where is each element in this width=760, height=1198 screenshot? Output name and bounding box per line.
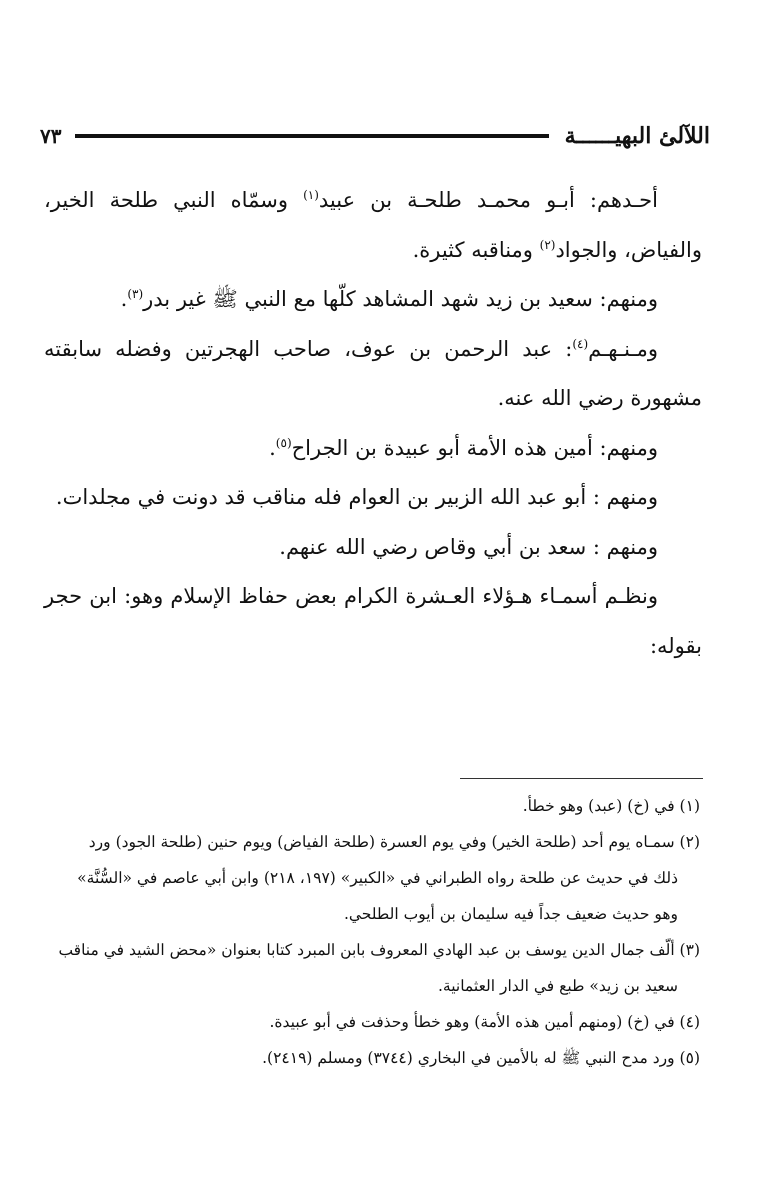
running-title: اللآلئ البهيــــــة [564, 123, 710, 149]
footnote-ref-3: (٣) [127, 287, 144, 301]
main-text [44, 176, 702, 671]
footnote-4: (٤) في (خ) (ومنهم أمين هذه الأمة) وهو خطأ وحذفت في أبو عبيدة. [269, 1013, 700, 1031]
paragraph-abu-ubaida: ومنهم: أمين هذه الأمة أبو عبيدة بن الجراح$^{(٥)}$. [269, 435, 658, 460]
paragraph-poem-intro: ونظـم أسمـاء هـؤلاء العـشرة الكرام بعض حفاظ الإسلام وهو: ابن حجر بقوله: [44, 584, 702, 658]
footnote-1: (١) في (خ) (عبد) وهو خطأ. [522, 797, 700, 815]
footnote-2-cont: ذلك في حديث عن طلحة رواه الطبراني في «الكبير» (١٩٧، ٢١٨) وابن أبي عاصم في «السُّنَّة» [77, 869, 678, 887]
footnote-ref-4: (٤) [572, 336, 589, 351]
footnote-ref-5: (٥) [275, 435, 292, 450]
footnote-3: (٣) ألّف جمال الدين يوسف بن عبد الهادي المعروف بابن المبرد كتابا بعنوان «محض الشيد في مناقب [58, 941, 700, 959]
footnote-3-cont: سعيد بن زيد» طبع في الدار العثمانية. [437, 977, 678, 995]
footnote-ref-2: (٢) [539, 237, 556, 252]
header-rule [75, 134, 548, 138]
page-header [40, 118, 710, 154]
footnote-5: (٥) ورد مدح النبي ﷺ له بالأمين في البخاري (٣٧٤٤) ومسلم (٢٤١٩). [262, 1049, 700, 1067]
footnotes [48, 788, 700, 1076]
footnote-rule [460, 778, 703, 779]
paragraph-talha: أحـدهم: أبـو محمـد طلحـة بن عبيد$^{(١)}$ وسمّاه النبي طلحة الخير، والفياض، والجواد$^{(٢)}$ ومناقبه كثيرة. [44, 188, 702, 262]
paragraph-saad: ومنهم : سعد بن أبي وقاص رضي الله عنهم. [279, 534, 658, 559]
paragraph-said: ومنهم: سعيد بن زيد شهد المشاهد كلّها مع النبي ﷺ غير بدر$^{(٣)}$. [120, 287, 658, 311]
page-number: ٧٣ [40, 124, 62, 148]
footnote-ref-1: (١) [303, 188, 319, 202]
paragraph-abdulrahman: ومـنـهـم$^{(٤)}$: عبد الرحمن بن عوف، صاحب الهجرتين وفضله سابقته مشهورة رضي الله عنه. [44, 336, 702, 410]
footnote-2-cont-2: وهو حديث ضعيف جداً فيه سليمان بن أيوب الطلحي. [343, 905, 678, 923]
footnote-2: (٢) سمـاه يوم أحد (طلحة الخير) وفي يوم العسرة (طلحة الفياض) ويوم حنين (طلحة الجود) ورد [88, 833, 700, 851]
paragraph-zubair: ومنهم : أبو عبد الله الزبير بن العوام فله مناقب قد دونت في مجلدات. [55, 485, 658, 509]
